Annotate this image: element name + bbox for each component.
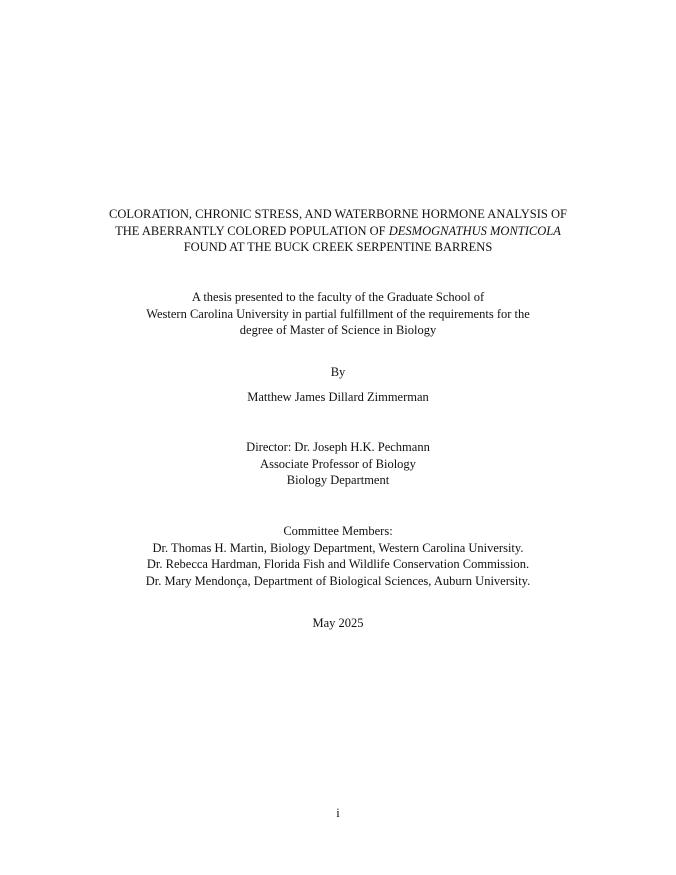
- title-line-2: [40, 223, 636, 240]
- page-number: i: [336, 806, 340, 820]
- thesis-title: [40, 206, 636, 256]
- by-label: By: [330, 365, 346, 379]
- statement-line-1: A thesis presented to the faculty of the Graduate School of: [191, 290, 485, 304]
- title-line-3: FOUND AT THE BUCK CREEK SERPENTINE BARRENS: [183, 240, 493, 255]
- species-name: DESMOGNATHUS MONTICOLA: [388, 223, 561, 238]
- committee-heading: Committee Members:: [283, 524, 393, 538]
- title-line-2-text: THE ABERRANTLY COLORED POPULATION OF: [115, 223, 389, 238]
- committee-member: Dr. Rebecca Hardman, Florida Fish and Wildlife Conservation Commission.: [146, 557, 530, 572]
- director-title: Associate Professor of Biology: [260, 456, 416, 471]
- committee-member: Dr. Mary Mendonça, Department of Biological Sciences, Auburn University.: [145, 573, 531, 588]
- submission-date: May 2025: [312, 616, 364, 630]
- statement-line-3: degree of Master of Science in Biology: [239, 323, 437, 338]
- author-name: Matthew James Dillard Zimmerman: [247, 390, 429, 404]
- thesis-statement: [40, 289, 636, 339]
- statement-line-2: Western Carolina University in partial fulfillment of the requirements for the: [146, 306, 530, 321]
- committee-member: Dr. Thomas H. Martin, Biology Department, Western Carolina University.: [152, 540, 524, 555]
- director-department: Biology Department: [286, 473, 390, 488]
- committee-info: [40, 523, 636, 589]
- director-info: [40, 439, 636, 489]
- title-line-1: COLORATION, CHRONIC STRESS, AND WATERBORNE HORMONE ANALYSIS OF: [109, 207, 567, 221]
- director-name: Director: Dr. Joseph H.K. Pechmann: [246, 440, 430, 454]
